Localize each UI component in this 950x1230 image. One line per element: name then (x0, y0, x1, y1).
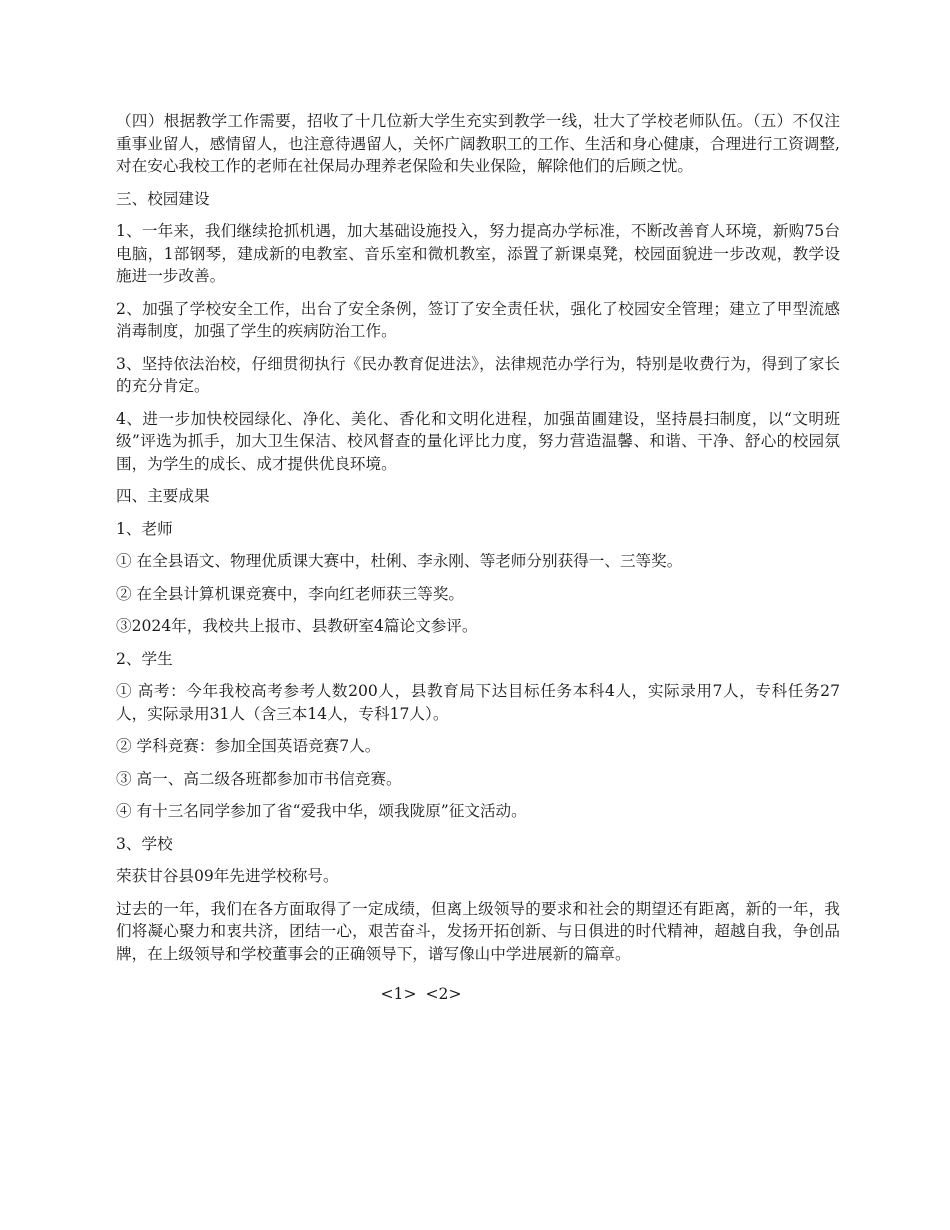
paragraph-safety: 2、加强了学校安全工作，出台了安全条例，签订了安全责任状，强化了校园安全管理；建立了甲型流感消毒制度，加强了学生的疾病防治工作。 (116, 299, 840, 340)
paragraph-rule-of-law: 3、坚持依法治校，仔细贯彻执行《民办教育促进法》，法律规范办学行为，特别是收费行为，得到了家长的充分肯定。 (116, 354, 840, 395)
section-heading-achievements: 四、主要成果 (116, 487, 210, 505)
document-body (116, 110, 840, 1006)
section-heading-campus-construction: 三、校园建设 (116, 189, 210, 208)
subheading-students: 2、学生 (116, 649, 173, 668)
list-item-teacher-award-3: ③2024年，我校共上报市、县教研室4篇论文参评。 (116, 617, 478, 635)
subheading-school: 3、学校 (116, 834, 173, 853)
paragraph-school-award: 荣获甘谷县09年先进学校称号。 (116, 867, 339, 885)
list-item-student-essay: ④ 有十三名同学参加了省“爱我中华，颂我陇原”征文活动。 (116, 802, 527, 820)
page-link-1[interactable]: <1> (380, 985, 417, 1003)
paragraph-infrastructure: 1、一年来，我们继续抢抓机遇，加大基础设施投入，努力提高办学标准，不断改善育人环境，新购75台电脑，1部钢琴，建成新的电教室、音乐室和微机教室，添置了新课桌凳，校园面貌进一步改观，教学设施进一步改善。 (116, 222, 840, 285)
list-item-student-letters: ③ 高一、高二级各班都参加市书信竞赛。 (116, 769, 402, 788)
paragraph-greening: 4、进一步加快校园绿化、净化、美化、香化和文明化进程，加强苗圃建设，坚持晨扫制度，以“文明班级”评选为抓手，加大卫生保洁、校风督查的量化评比力度，努力营造温馨、和谐、干净、舒心的校园氛围，为学生的成长、成才提供优良环境。 (116, 409, 840, 473)
list-item-teacher-award-1: ① 在全县语文、物理优质课大赛中，杜俐、李永刚、等老师分别获得一、三等奖。 (116, 552, 683, 570)
page-link-2[interactable]: <2> (425, 985, 462, 1003)
list-item-teacher-award-2: ② 在全县计算机课竞赛中，李向红老师获三等奖。 (116, 584, 465, 603)
paragraph-conclusion: 过去的一年，我们在各方面取得了一定成绩，但离上级领导的要求和社会的期望还有距离，新的一年，我们将凝心聚力和衷共济，团结一心，艰苦奋斗，发扬开拓创新、与日俱进的时代精神，超越自我，争创品牌，在上级领导和学校董事会的正确领导下，谱写像山中学进展新的篇章。 (116, 899, 840, 963)
pagination (116, 983, 726, 1006)
list-item-student-exam: ① 高考：今年我校高考参考人数200人，县教育局下达目标任务本科4人，实际录用7人，专科任务27人，实际录用31人（含三本14人，专科17人）。 (116, 682, 840, 723)
subheading-teachers: 1、老师 (116, 519, 173, 538)
list-item-student-competition: ② 学科竞赛：参加全国英语竞赛7人。 (116, 737, 381, 755)
paragraph-staff-recruitment: （四）根据教学工作需要，招收了十几位新大学生充实到教学一线，壮大了学校老师队伍。（五）不仅注重事业留人，感情留人，也注意待遇留人，关怀广阔教职工的工作、生活和身心健康，合理进行工资调整,对在安心我校工作的老师在社保局办理养老保险和失业保险，解除他们的后顾之忧。 (116, 112, 840, 175)
